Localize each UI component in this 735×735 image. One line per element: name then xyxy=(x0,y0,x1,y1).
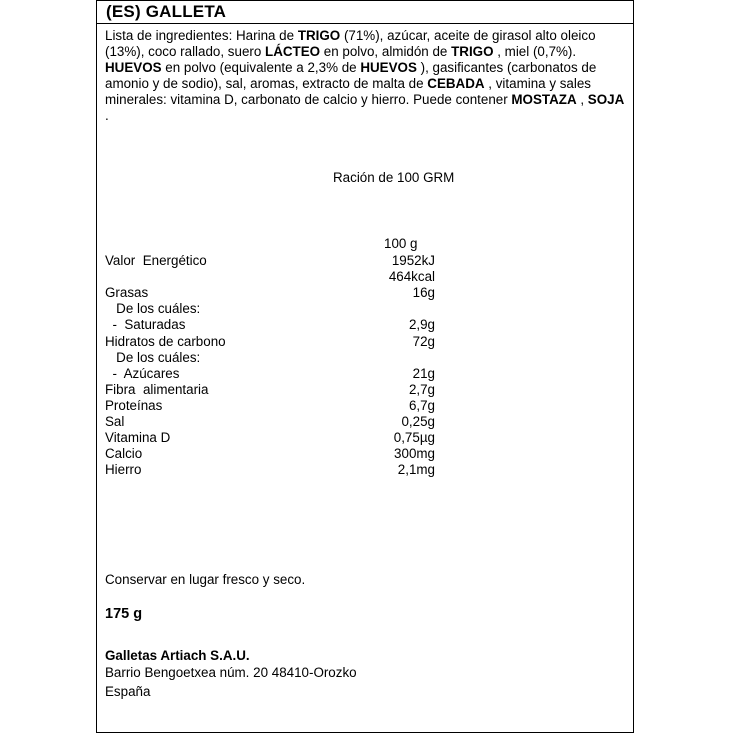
manufacturer-name: Galletas Artiach S.A.U. xyxy=(105,648,250,663)
net-weight: 175 g xyxy=(105,606,143,622)
nutrient-name: Proteínas xyxy=(105,397,163,413)
allergen-text: MOSTAZA xyxy=(511,91,577,107)
nutrient-value: 2,1mg xyxy=(397,462,435,478)
product-label xyxy=(96,0,634,733)
nutrient-name: Valor Energético xyxy=(105,253,207,268)
nutrient-value: 464kcal xyxy=(388,269,435,285)
allergen-text: TRIGO xyxy=(451,43,494,59)
nutrition-row xyxy=(105,334,435,350)
allergen-text: HUEVOS xyxy=(360,59,417,75)
ingredient-text: (71%), azúcar, aceite de girasol alto oleico (13%), coco rallado, suero xyxy=(105,28,596,59)
allergen-text: LÁCTEO xyxy=(265,43,321,59)
allergen-text: SOJA xyxy=(587,91,625,107)
ingredient-text: , xyxy=(576,91,588,107)
nutrition-row xyxy=(105,414,435,430)
serving-size: Ración de 100 GRM xyxy=(333,170,455,185)
ingredient-text: Lista de ingredientes: Harina de xyxy=(105,28,298,43)
product-title: (ES) GALLETA xyxy=(106,2,227,21)
nutrient-value: 1952kJ xyxy=(391,253,435,268)
nutrient-name: Fibra alimentaria xyxy=(105,381,209,397)
manufacturer-address-line: Barrio Bengoetxea núm. 20 48410-Orozko xyxy=(105,665,357,680)
ingredient-text: en polvo, almidón de xyxy=(320,43,452,59)
nutrition-row xyxy=(105,301,435,317)
allergen-text: HUEVOS xyxy=(105,59,162,75)
nutrient-value: 16g xyxy=(412,285,435,301)
nutrient-name: Sal xyxy=(105,414,125,429)
nutrition-row xyxy=(105,366,435,382)
nutrient-name: Grasas xyxy=(105,285,149,301)
nutrient-name: Hierro xyxy=(105,462,142,478)
nutrition-row xyxy=(105,350,435,366)
ingredient-text: , vitamina y sales minerales: vitamina D, carbonato de calcio y hierro. Puede contener xyxy=(105,75,591,107)
nutrition-row xyxy=(105,285,435,301)
nutrient-name: De los cuáles: xyxy=(105,301,201,317)
nutrition-row xyxy=(105,317,435,333)
nutrition-row xyxy=(105,253,435,269)
title-bar xyxy=(97,1,633,24)
ingredient-text: en polvo (equivalente a 2,3% de xyxy=(161,59,361,75)
storage-instructions: Conservar en lugar fresco y seco. xyxy=(105,572,306,587)
nutrient-value: 0,75µg xyxy=(393,430,435,446)
ingredient-text: . xyxy=(105,107,109,123)
nutrient-value: 2,7g xyxy=(408,381,435,397)
allergen-text: TRIGO xyxy=(297,28,341,43)
nutrient-name: - Azúcares xyxy=(105,365,180,381)
nutrient-value: 21g xyxy=(412,365,435,381)
nutrient-name: - Saturadas xyxy=(105,317,186,333)
allergen-text: CEBADA xyxy=(427,75,485,91)
nutrition-row xyxy=(105,430,435,446)
nutrient-name: De los cuáles: xyxy=(105,349,201,365)
manufacturer-country: España xyxy=(105,684,151,699)
nutrient-name: Vitamina D xyxy=(105,430,171,446)
nutrient-value: 0,25g xyxy=(401,414,435,429)
nutrition-row xyxy=(105,398,435,414)
nutrition-row xyxy=(105,462,435,478)
ingredients-list xyxy=(105,28,625,123)
nutrient-value: 2,9g xyxy=(408,317,435,333)
nutrition-row xyxy=(105,446,435,462)
nutrition-row xyxy=(105,382,435,398)
nutrient-value: 72g xyxy=(412,333,435,349)
nutrient-value: 300mg xyxy=(394,446,435,462)
nutrition-row xyxy=(105,269,435,285)
nutrient-name: Calcio xyxy=(105,446,143,462)
ingredient-text: ), gasificantes (carbonatos de amonio y de sodio), sal, aromas, extracto de malta de xyxy=(105,59,597,91)
ingredient-text: , miel (0,7%). xyxy=(493,43,577,59)
nutrition-column-header: 100 g xyxy=(384,236,418,251)
nutrient-value: 6,7g xyxy=(408,397,435,413)
nutrient-name: Hidratos de carbono xyxy=(105,333,226,349)
